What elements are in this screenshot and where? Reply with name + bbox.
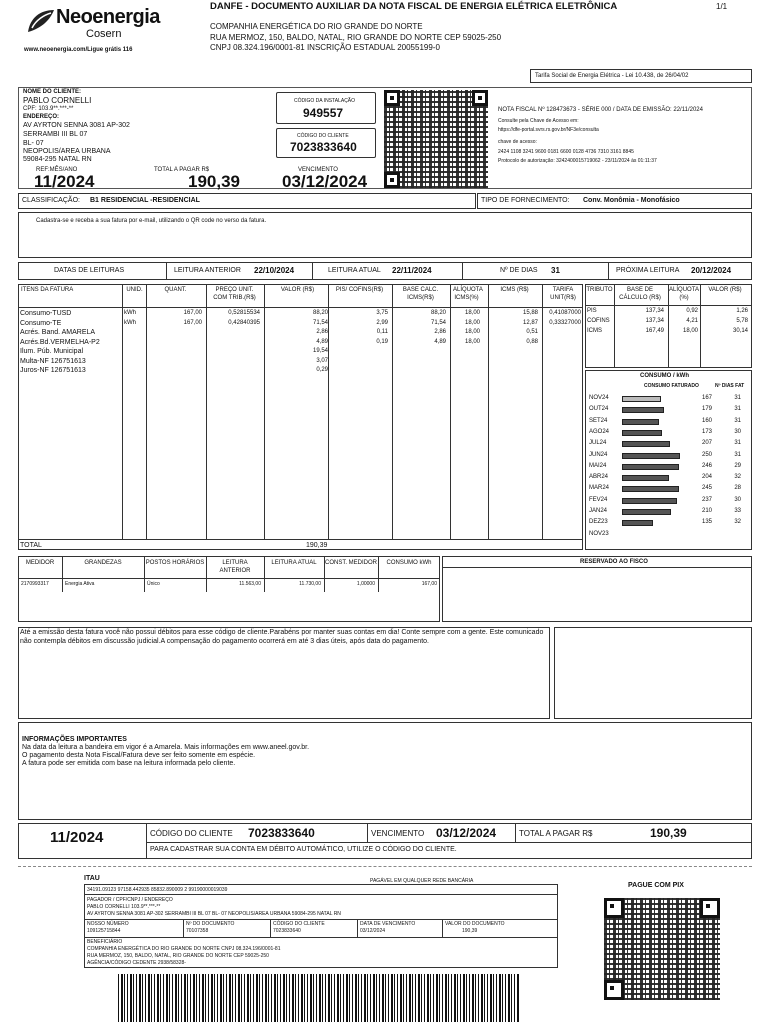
tributo-header-cell: BASE DE CÁLCULO (R$): [619, 287, 661, 301]
proxima-label: PRÓXIMA LEITURA: [616, 267, 680, 274]
items-header-cell: PREÇO UNIT. COM TRIB.(R$): [213, 287, 256, 301]
consumo-month: NOV24: [589, 395, 609, 401]
tributo-cell: ICMS: [587, 328, 602, 334]
client-label: NOME DO CLIENTE:: [23, 89, 81, 95]
consumo-dias: 30: [734, 428, 741, 435]
company-name: COMPANHIA ENERGÉTICA DO RIO GRANDE DO NORTE: [210, 22, 423, 31]
bank-name: ITAU: [84, 875, 100, 882]
client-name: PABLO CORNELLI: [23, 96, 92, 105]
boleto-linha[interactable]: 34191.09123 97158.442935 85832.890009 2 99190000019039: [87, 887, 228, 893]
consumo-kwh: 246: [701, 462, 712, 469]
items-cell: 0,19: [376, 338, 388, 345]
boleto-venc-label: DATA DE VENCIMENTO: [360, 921, 416, 927]
column-divider: [700, 284, 701, 368]
pagador-label: PAGADOR / CPF/CNPJ / ENDEREÇO: [87, 897, 173, 903]
items-header-cell: ALÍQUOTA ICMS(%): [453, 287, 483, 301]
consumo-month: MAI24: [589, 462, 607, 469]
items-cell: Acrés.Bd.VERMELHA-P2: [20, 338, 100, 346]
cut-line: [18, 866, 752, 867]
items-cell: 88,20: [312, 310, 328, 316]
consumo-bar: [622, 441, 670, 447]
tarifa-social-box: [530, 69, 752, 83]
fornec-value: Conv. Monômia - Monofásico: [583, 197, 680, 204]
consumo-bar: [622, 498, 677, 504]
message-side-box: [554, 627, 752, 719]
client-addr5: 59084-295 NATAL RN: [23, 156, 92, 163]
site-link[interactable]: www.neoenergia.com/Ligue grátis 116: [24, 47, 133, 53]
consumo-dias: 31: [734, 417, 741, 424]
medidor-cell: 11.730,00: [299, 581, 321, 587]
items-cell: 71,54: [312, 319, 328, 326]
consumo-dias: 29: [734, 462, 741, 469]
instalacao-code: 949557: [303, 106, 344, 120]
stub-total-label: TOTAL A PAGAR R$: [519, 829, 593, 838]
codcli-value: 7023833640: [273, 928, 301, 934]
consumo-kwh: 207: [701, 440, 712, 447]
items-cell: 3,07: [316, 357, 328, 364]
items-cell: 15,88: [522, 310, 538, 316]
consumo-dias: 32: [734, 474, 741, 481]
boleto-valor-label: VALOR DO DOCUMENTO: [445, 921, 505, 927]
page-number: 1/1: [716, 2, 728, 11]
tributo-cell: PIS: [587, 308, 597, 314]
items-cell: Juros-NF 126751613: [20, 367, 86, 374]
consumo-month: JAN24: [589, 508, 608, 514]
medidor-header-cell: LEITURA ANTERIOR: [219, 560, 251, 574]
stub-cod: 7023833640: [248, 826, 315, 840]
info-line1: Na data da leitura a bandeira em vigor é a Amarela. Mais informações em www.aneel.gov.br.: [22, 744, 310, 751]
nota-url[interactable]: https://dfe-portal.svrs.rs.gov.br/NF3e/consulta: [498, 127, 599, 133]
items-cell: 4,89: [434, 338, 446, 345]
benef-agencia: AGÊNCIA/CÓDIGO CEDENTE 2938/58328-: [87, 960, 186, 966]
consumo-bar: [622, 520, 653, 526]
items-cell: 2,99: [376, 319, 388, 326]
nosso-label: NOSSO NÚMERO: [87, 921, 129, 927]
consumo-kwh: 237: [701, 496, 712, 503]
items-cell: Ilum. Púb. Municipal: [20, 348, 84, 355]
items-cell: 12,87: [522, 319, 538, 326]
consumo-kwh: 179: [701, 406, 712, 413]
stub-venc-label: VENCIMENTO: [371, 829, 425, 838]
consumo-dias: 31: [734, 406, 741, 413]
brand-logo: [26, 6, 166, 42]
consumo-kwh: 210: [701, 508, 712, 514]
items-cell: 0,88: [526, 338, 538, 345]
column-divider: [392, 284, 393, 539]
consumo-col-fat: CONSUMO FATURADO: [644, 383, 699, 389]
consumo-month: JUN24: [589, 451, 608, 458]
items-cell: 0,29: [316, 367, 328, 373]
consumo-bar: [622, 509, 671, 515]
items-cell: 0,41087000: [549, 310, 581, 316]
benef-name: COMPANHIA ENERGÉTICA DO RIO GRANDE DO NORTE CNPJ 08.324.196/0001-81: [87, 946, 281, 952]
consumo-dias: 31: [734, 440, 741, 447]
info-line3: A fatura pode ser emitida com base na leitura informada pelo cliente.: [22, 760, 236, 767]
medidor-cell: 167,00: [421, 581, 437, 587]
consumo-month: FEV24: [589, 496, 608, 503]
column-divider: [146, 284, 147, 539]
tributo-cell: 4,21: [686, 318, 698, 324]
items-cell: 19,54: [312, 348, 328, 354]
total-value: 190,39: [188, 172, 240, 191]
tributo-header-cell: VALOR (R$): [708, 287, 742, 293]
items-cell: 4,89: [316, 338, 328, 345]
nosso-value: 109125715844: [87, 928, 121, 934]
nota-protocolo: Protocolo de autorização: 3242400015719062 - 23/11/2024 às 01:11:37: [498, 158, 657, 164]
column-divider: [264, 284, 265, 539]
boleto-pagavel: PAGÁVEL EM QUALQUER REDE BANCÁRIA: [370, 878, 474, 884]
consumo-kwh: 245: [701, 485, 712, 492]
client-addr1: AV AYRTON SENNA 3081 AP-302: [23, 122, 130, 129]
consumo-month: JUL24: [589, 440, 607, 447]
consumo-bar: [622, 475, 669, 481]
cliente-code: 7023833640: [290, 140, 357, 154]
nota-line1: NOTA FISCAL Nº 128473673 - SÉRIE 000 / DATA DE EMISSÃO: 22/11/2024: [498, 107, 703, 113]
venc-value: 03/12/2024: [282, 172, 368, 191]
tributo-cell: 137,34: [645, 318, 664, 324]
consumo-dias: 32: [734, 519, 741, 526]
stub-debito: PARA CADASTRAR SUA CONTA EM DÉBITO AUTOMÁTICO, UTILIZE O CÓDIGO DO CLIENTE.: [150, 846, 457, 853]
column-divider: [488, 284, 489, 539]
items-header-cell: BASE CALC. ICMS(R$): [402, 287, 439, 301]
items-total-label: TOTAL: [20, 542, 42, 549]
consumo-month: MAR24: [589, 485, 610, 492]
items-cell: 71,54: [430, 319, 446, 326]
items-cell: 18,00: [464, 329, 480, 335]
classif-box: [18, 193, 476, 209]
consumo-bar: [622, 430, 662, 436]
leitura-atual: 22/11/2024: [392, 266, 432, 275]
items-header-cell: PIS/ COFINS(R$): [335, 287, 384, 293]
benef-end: RUA MERMOZ, 150, BALDO, NATAL, RIO GRANDE DO NORTE CEP 59025-250: [87, 953, 269, 959]
consumo-kwh: 160: [701, 417, 712, 424]
neoenergia-leaf-icon: [26, 8, 56, 34]
tributo-cell: 137,34: [645, 308, 664, 314]
notice-text: Cadastra-se e receba a sua fatura por e-mail, utilizando o QR code no verso da fatura.: [36, 218, 267, 224]
info-box: [18, 722, 752, 820]
ndoc-value: 70107358: [186, 928, 209, 934]
stub-venc: 03/12/2024: [436, 826, 497, 840]
client-addr4: NEOPOLIS/AREA URBANA: [23, 148, 111, 155]
benef-label: BENEFICIÁRIO: [87, 939, 123, 945]
items-cell: kWh: [124, 319, 136, 326]
column-divider: [328, 284, 329, 539]
stub-ref: 11/2024: [50, 829, 104, 846]
items-cell: 0,51: [526, 329, 538, 335]
consumo-kwh: 167: [701, 395, 712, 401]
items-cell: 0,33327000: [549, 319, 581, 326]
items-cell: 18,00: [464, 338, 480, 345]
medidor-cell: Energia Ativa: [65, 581, 95, 587]
consumo-kwh: 173: [701, 428, 712, 435]
column-divider: [542, 284, 543, 539]
leituras-label: DATAS DE LEITURAS: [54, 267, 125, 274]
column-divider: [206, 284, 207, 539]
nota-line4: chave de acesso:: [498, 139, 537, 145]
tributo-header-cell: ALÍQUOTA (%): [669, 287, 699, 301]
info-title: INFORMAÇÕES IMPORTANTES: [22, 736, 127, 743]
medidor-cell: 2170993317: [21, 581, 49, 587]
medidor-header-cell: GRANDEZAS: [84, 560, 122, 566]
boleto-valor: 190,39: [462, 928, 478, 934]
pix-qr-code[interactable]: [604, 898, 720, 1000]
brand-sub: Cosern: [86, 28, 122, 40]
company-address: RUA MERMOZ, 150, BALDO, NATAL, RIO GRANDE DO NORTE CEP 59025-250: [210, 33, 502, 42]
consumo-month: AGO24: [589, 428, 610, 435]
company-cnpj: CNPJ 08.324.196/0001-81 INSCRIÇÃO ESTADUAL 20055199-0: [210, 43, 440, 52]
proxima-value: 20/12/2024: [691, 266, 732, 275]
tributo-cell: 1,26: [736, 308, 748, 314]
ref-label: REF:MÊS/ANO: [36, 167, 78, 173]
client-addr3: BL- 07: [23, 140, 44, 147]
consumo-kwh: 135: [701, 519, 712, 526]
tarifa-social-text: Tarifa Social de Energia Elétrica - Lei 10.438, de 26/04/02: [535, 73, 689, 79]
leitura-anterior: 22/10/2024: [254, 266, 295, 275]
medidor-header-cell: LEITURA ATUAL: [271, 560, 317, 566]
items-header-cell: ICMS (R$): [500, 287, 529, 293]
medidor-header-cell: MEDIDOR: [25, 560, 55, 566]
column-divider: [450, 284, 451, 539]
consumo-month: OUT24: [589, 406, 609, 413]
consumo-month: DEZ23: [589, 519, 608, 526]
cliente-label: CÓDIGO DO CLIENTE: [297, 133, 349, 139]
consumo-col-dias: Nº DIAS FAT: [715, 383, 745, 389]
ref-value: 11/2024: [34, 172, 95, 191]
consumo-title: CONSUMO / kWh: [640, 373, 689, 379]
classif-label: CLASSIFICAÇÃO:: [22, 197, 80, 204]
items-cell: 167,00: [183, 310, 202, 316]
consumo-dias: 30: [734, 496, 741, 503]
ndoc-label: Nº DO DOCUMENTO: [186, 921, 235, 927]
doc-title: DANFE - DOCUMENTO AUXILIAR DA NOTA FISCAL DE ENERGIA ELÉTRICA ELETRÔNICA: [210, 1, 618, 12]
items-header-cell: TARIFA UNIT(R$): [550, 287, 576, 301]
pagador-name: PABLO CORNELLI 103.9**.***-**: [87, 904, 161, 910]
items-cell: 0,11: [376, 329, 388, 335]
total-label: TOTAL A PAGAR R$: [154, 167, 210, 173]
items-cell: Multa-NF 126751613: [20, 357, 86, 365]
qr-code[interactable]: [384, 90, 488, 188]
items-cell: 88,20: [430, 310, 446, 316]
medidor-cell: Único: [147, 581, 160, 587]
tributo-header-cell: TRIBUTO: [586, 287, 613, 293]
consumo-dias: 33: [734, 508, 741, 514]
items-header-cell: ITENS DA FATURA: [21, 287, 74, 293]
tributo-cell: 0,92: [686, 308, 698, 314]
nota-line2: Consulte pela Chave de Acesso em:: [498, 118, 579, 124]
brand-name: Neoenergia: [56, 6, 160, 28]
message-text: Até a emissão desta fatura você não possui débitos para esse código de cliente.Parabéns por manter suas contas em dia! Conte sempre com a gente. Este comunicado não contempla débitos em discussão judicial.A compensação do pagamento ocorrerá em até 3 dias úteis, após data do pagamento.: [20, 629, 544, 645]
pagador-end: AV AYRTON SENNA 3081 AP-302 SERRAMBI III BL 07 BL- 07 NEOPOLIS/AREA URBANA 59084-295 NATAL RN: [87, 911, 341, 917]
fisco-box: [442, 556, 752, 622]
client-cpf: CPF: 103.9**.***-**: [23, 106, 74, 112]
medidor-header-cell: CONST. MEDIDOR: [325, 560, 378, 566]
dias-label: Nº DE DIAS: [500, 267, 538, 274]
items-cell: Consumo-TE: [20, 319, 62, 327]
classif-value: B1 RESIDENCIAL -RESIDENCIAL: [90, 197, 200, 204]
items-header-cell: UNID.: [126, 287, 143, 293]
items-cell: 0,52815534: [228, 310, 260, 316]
consumo-dias: 31: [734, 451, 741, 458]
boleto-venc: 03/12/2024: [360, 928, 386, 934]
fisco-label: RESERVADO AO FISCO: [580, 559, 648, 565]
tributo-cell: COFINS: [587, 318, 610, 324]
items-header-cell: QUANT.: [164, 287, 187, 293]
consumo-bar: [622, 396, 661, 402]
consumo-bar: [622, 419, 659, 425]
consumo-bar: [622, 486, 679, 492]
consumo-dias: 31: [734, 395, 741, 401]
consumo-kwh: 204: [701, 474, 712, 481]
items-cell: 0,42840395: [228, 319, 260, 326]
consumo-bar: [622, 407, 664, 413]
items-cell: Consumo-TUSD: [20, 310, 72, 317]
consumo-month: ABR24: [589, 474, 609, 481]
stub-cod-label: CÓDIGO DO CLIENTE: [150, 829, 233, 838]
boleto-barcode[interactable]: [118, 974, 520, 1022]
tributo-cell: 167,49: [645, 328, 664, 334]
consumo-month: NOV23: [589, 530, 609, 537]
consumo-bar: [622, 453, 680, 459]
pix-label: PAGUE COM PIX: [628, 882, 684, 889]
medidor-cell: 11.563,00: [239, 581, 261, 587]
items-cell: 2,86: [316, 329, 328, 335]
items-cell: Acrés. Band. AMARELA: [20, 329, 96, 336]
medidor-cell: 1,00000: [356, 581, 375, 587]
info-line2: O pagamento desta Nota Fiscal/Fatura deve ser feito somente em espécie.: [22, 752, 256, 759]
consumo-dias: 28: [734, 485, 741, 492]
leitura-anterior-label: LEITURA ANTERIOR: [174, 267, 241, 274]
tributo-cell: 18,00: [682, 328, 698, 334]
consumo-kwh: 250: [701, 451, 712, 458]
medidor-header-cell: POSTOS HORÁRIOS: [145, 560, 205, 566]
items-header-cell: VALOR (R$): [280, 287, 315, 293]
items-cell: 18,00: [464, 319, 480, 326]
items-cell: 2,86: [434, 329, 446, 335]
client-addr2: SERRAMBI III BL 07: [23, 131, 88, 138]
consumo-bar: [622, 464, 679, 470]
fornec-label: TIPO DE FORNECIMENTO:: [481, 197, 570, 204]
nota-chave: 2424 1108 3241 9600 0181 6600 0128 4736 7310 3161 8845: [498, 149, 634, 155]
items-cell: 18,00: [464, 310, 480, 316]
tributo-cell: 30,14: [732, 328, 748, 334]
items-cell: 3,75: [376, 310, 388, 316]
venc-label: VENCIMENTO: [298, 167, 338, 173]
medidor-header-cell: CONSUMO kWh: [386, 560, 432, 566]
consumo-month: SET24: [589, 417, 608, 424]
items-total-value: 190,39: [306, 542, 328, 549]
instalacao-label: CÓDIGO DA INSTALAÇÃO: [294, 98, 356, 104]
codcli-label: CÓDIGO DO CLIENTE: [273, 921, 325, 927]
leitura-atual-label: LEITURA ATUAL: [328, 267, 381, 274]
tributo-cell: 5,78: [736, 318, 748, 324]
stub-total: 190,39: [650, 826, 687, 840]
endereco-label: ENDEREÇO:: [23, 114, 60, 120]
dias-value: 31: [551, 266, 560, 275]
column-divider: [122, 284, 123, 539]
items-cell: kWh: [124, 310, 136, 316]
items-cell: 167,00: [183, 319, 202, 326]
